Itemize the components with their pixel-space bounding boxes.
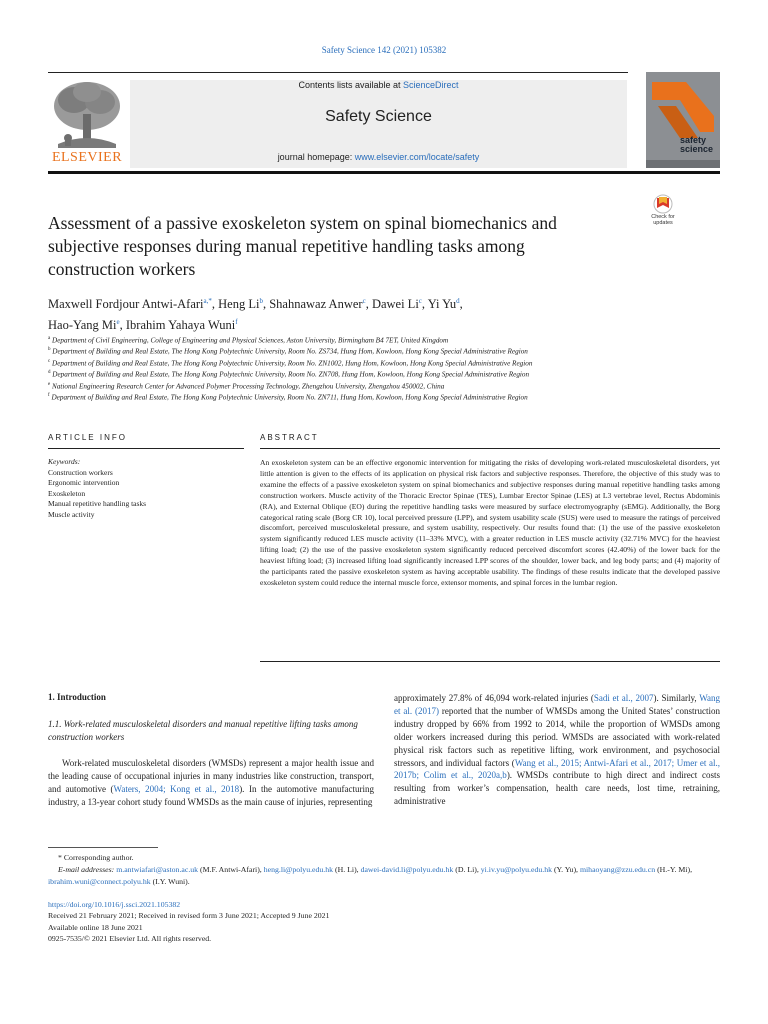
footnote-rule — [48, 847, 158, 848]
keywords-label: Keywords: — [48, 457, 81, 466]
author-separator: , — [262, 297, 270, 312]
cover-title-line2: science — [680, 144, 714, 154]
author-affiliation-marker[interactable]: a,* — [203, 297, 212, 305]
right-text-1: approximately 27.8% of 46,094 work-related injuries ( — [394, 693, 594, 703]
email-owner: (M.F. Antwi-Afari), — [198, 865, 264, 875]
received-dates: Received 21 February 2021; Received in revised form 3 June 2021; Accepted 9 June 2021 — [48, 911, 330, 921]
author-separator: , — [421, 297, 428, 312]
affiliation-marker: f — [48, 393, 50, 399]
affiliation-marker: b — [48, 347, 51, 353]
journal-homepage-line — [130, 152, 627, 162]
affiliation-item — [48, 334, 728, 345]
keyword-item: Muscle activity — [48, 509, 95, 519]
footnotes — [48, 852, 720, 889]
affiliation-marker: d — [48, 370, 51, 376]
corresponding-author-note: * Corresponding author. — [58, 853, 134, 862]
author-separator: , — [119, 318, 126, 333]
email-addresses — [48, 864, 720, 888]
journal-homepage-link[interactable]: www.elsevier.com/locate/safety — [354, 152, 480, 162]
copyright-line: 0925-7535/© 2021 Elsevier Ltd. All rights reserved. — [48, 933, 212, 943]
keywords-block — [48, 457, 244, 521]
email-owner: (H.-Y. Mi), — [655, 865, 693, 875]
author-list — [48, 292, 628, 334]
email-link[interactable]: dawei-david.li@polyu.edu.hk — [360, 865, 454, 875]
publication-info — [48, 899, 720, 944]
citation-link-sadi[interactable]: Sadi et al., 2007 — [593, 693, 654, 703]
intro-paragraph-left — [48, 757, 374, 809]
author-separator: , — [459, 297, 463, 312]
abstract-heading: ABSTRACT — [260, 433, 319, 442]
check-for-updates-label[interactable]: Check for updates — [651, 214, 675, 226]
left-text-1: Work-related musculoskeletal disorders (WMSDs) represent a major health issue and the leading cause of occupational injuries in many industries like construction, transport, and automotive ( — [48, 758, 374, 794]
author-affiliation-marker[interactable]: c — [418, 297, 422, 305]
author-affiliation-marker[interactable]: c — [362, 297, 366, 305]
affiliation-text: Department of Building and Real Estate, The Hong Kong Polytechnic University, Room No. ZS734, Hung Hom, Kowloon, Hong Kong Special Administrative Region — [52, 347, 528, 356]
article-title-line2: subjective responses during manual repetitive handling tasks among — [48, 236, 525, 256]
keyword-list — [48, 468, 244, 521]
affiliation-item — [48, 368, 728, 379]
author-name[interactable]: Shahnawaz Anwer — [269, 297, 363, 312]
abstract-bottom-rule — [260, 661, 720, 662]
email-owner: (D. Li), — [453, 865, 481, 875]
right-text-3: reported that the number of WMSDs among the United States’ construction industry dropped by 66% from 1992 to 2014, while the proportion of WMSDs among older workers increased during this period. WMSDs are associated with work-related physical risk factors such as repetitive lifting, work environment, and psychosocial stressors, and individual factors ( — [394, 705, 721, 768]
affiliation-marker: a — [48, 336, 51, 341]
left-text-2: ). In the automotive manufacturing industry, a 13-year cohort study found WMSDs as the main cause of injuries, representing — [48, 783, 374, 807]
author-separator: , — [211, 297, 219, 312]
email-link[interactable]: yi.iv.yu@polyu.edu.hk — [480, 865, 552, 875]
email-owner: (I.Y. Wuni). — [150, 877, 190, 887]
affiliation-item — [48, 380, 728, 391]
abstract-rule — [260, 448, 720, 449]
email-link[interactable]: ibrahim.wuni@connect.polyu.hk — [48, 877, 151, 887]
author-affiliation-marker[interactable]: b — [259, 297, 263, 305]
journal-title: Safety Science — [325, 108, 432, 125]
available-online-date: Available online 18 June 2021 — [48, 922, 143, 932]
affiliation-text: Department of Building and Real Estate, The Hong Kong Polytechnic University, Room No. ZN708, Hung Hom, Kowloon, Hong Kong Special Administrative Region — [52, 370, 530, 379]
contents-prefix: Contents lists available at — [298, 80, 404, 90]
email-link[interactable]: m.antwiafari@aston.ac.uk — [116, 865, 199, 875]
affiliation-marker: c — [48, 358, 51, 364]
cover-title-line1: safety — [680, 135, 707, 145]
author-separator: , — [365, 297, 372, 312]
article-title-line3: construction workers — [48, 259, 196, 279]
author-affiliation-marker[interactable]: f — [235, 318, 238, 327]
affiliation-text: Department of Building and Real Estate, The Hong Kong Polytechnic University, Room No. ZN1002, Hung Hom, Kowloon, Hong Kong Special Administrative Region — [52, 359, 533, 368]
affiliation-list — [48, 334, 728, 403]
cover-title — [680, 136, 713, 154]
keyword-item: Construction workers — [48, 467, 113, 477]
author-name[interactable]: Heng Li — [218, 297, 260, 312]
citation-link-wang-2017[interactable]: Wang et al. (2017) — [394, 693, 721, 716]
citation-link-waters-kong[interactable]: Waters, 2004; Kong et al., 2018 — [113, 783, 240, 794]
author-name[interactable]: Ibrahim Yahaya Wuni — [125, 318, 236, 333]
contents-line — [130, 80, 627, 90]
email-owner: (H. Li), — [333, 865, 361, 875]
keyword-item: Exoskeleton — [48, 488, 86, 498]
email-link[interactable]: heng.li@polyu.edu.hk — [263, 865, 334, 875]
author-name[interactable]: Dawei Li — [371, 297, 419, 312]
doi-link[interactable]: https://doi.org/10.1016/j.ssci.2021.105382 — [48, 900, 181, 909]
introduction-heading: 1. Introduction — [48, 692, 106, 702]
journal-citation-link[interactable]: Safety Science 142 (2021) 105382 — [321, 45, 447, 55]
article-info-rule — [48, 448, 244, 449]
journal-cover-image[interactable] — [646, 72, 720, 168]
article-title — [48, 212, 628, 281]
author-name[interactable]: Hao-Yang Mi — [48, 318, 117, 333]
email-link[interactable]: mihaoyang@zzu.edu.cn — [579, 865, 656, 875]
author-affiliation-marker[interactable]: d — [456, 297, 460, 305]
article-info-heading: ARTICLE INFO — [48, 433, 127, 442]
affiliation-item — [48, 357, 728, 368]
email-list — [48, 865, 692, 886]
author-name[interactable]: Yi Yu — [427, 297, 457, 312]
abstract-text: An exoskeleton system can be an effective ergonomic intervention for mitigating the risks of developing work-related musculoskeletal disorders, yet little attention is given to the effects of its application on physical risk factors and subjective responses. Therefore, the objective of this study was to examine the effects of a passive exoskeleton system on spinal biomechanics and subjective responses during manual repetitive handling tasks among construction workers. Muscle activity of the Thoracic Erector Spinae (TES), Lumbar Erector Spinae (LES) at L3 vertebrae level, Rectus Abdominis (RA), and External Oblique (EO) during the repetitive handling tasks were measured by surface electromyography (sEMG). Additionally, the Borg categorical rating scale (Borg CR 10), local perceived pressure (LPP), and system usability scale (SUS) were used to measure the ratings of perceived discomfort, perceived musculoskeletal pressure, and system usability, respectively. Our results found that: (1) the use of the passive exoskeleton system significantly reduced LES muscle activity (11–33% MVC), with a greater reduction in LES muscle activity (32.71% MVC) for the heaviest lifting load; (2) the use of the passive exoskeleton system significantly reduced perceived discomfort scores (42.40%) of the lower back for the heaviest lifting load; (3) increased lifting load significantly increased LPP scores of the shoulder, lower back, and leg body parts; and (4) majority of the participants rated the passive exoskeleton system as having acceptable usability. The findings of these results indicate that the developed passive exoskeleton system could reduce the internal muscle force, extensor moments, and spinal forces in the lumbar region. — [260, 458, 720, 587]
right-text-4: ). WMSDs contribute to high direct and indirect costs resulting from worker’s compensation, health care needs, lost time, retraining, administrative — [394, 770, 720, 807]
affiliation-item — [48, 391, 728, 402]
email-label: E-mail addresses: — [58, 865, 115, 875]
affiliation-text: Department of Building and Real Estate, The Hong Kong Polytechnic University, Room No. ZN711, Hung Hom, Kowloon, Hong Kong Special Administrative Region — [51, 393, 528, 402]
author-name[interactable]: Maxwell Fordjour Antwi-Afari — [48, 297, 204, 312]
header-top-rule — [48, 72, 628, 73]
article-title-line1: Assessment of a passive exoskeleton system on spinal biomechanics and — [48, 213, 557, 233]
elsevier-wordmark: ELSEVIER — [51, 150, 123, 165]
keyword-item: Ergonomic intervention — [48, 478, 120, 488]
right-text-2: ). Similarly, — [653, 693, 700, 703]
intro-paragraph-right — [394, 692, 720, 808]
citation-link-group[interactable]: Wang et al., 2015; Antwi-Afari et al., 2017; Umer et al., 2017b; Colim et al., 2020a,b — [394, 757, 720, 781]
email-owner: (Y. Yu), — [552, 865, 580, 875]
subsection-heading: 1.1. Work-related musculoskeletal disorders and manual repetitive lifting tasks among construction workers — [48, 719, 358, 742]
affiliation-item — [48, 345, 728, 356]
author-affiliation-marker[interactable]: e — [116, 318, 120, 327]
keyword-item: Manual repetitive handling tasks — [48, 499, 147, 509]
affiliation-text: Department of Civil Engineering, College of Engineering and Physical Sciences, Aston University, Birmingham B4 7ET, United Kingdom — [52, 336, 449, 345]
affiliation-text: National Engineering Research Center for Advanced Polymer Processing Technology, Zhengzhou University, Zhengzhou 450002, China — [52, 382, 445, 391]
affiliation-marker: e — [48, 381, 51, 387]
homepage-prefix: journal homepage: — [277, 152, 355, 162]
sciencedirect-link[interactable]: ScienceDirect — [403, 80, 459, 90]
header-bottom-rule — [48, 171, 720, 174]
